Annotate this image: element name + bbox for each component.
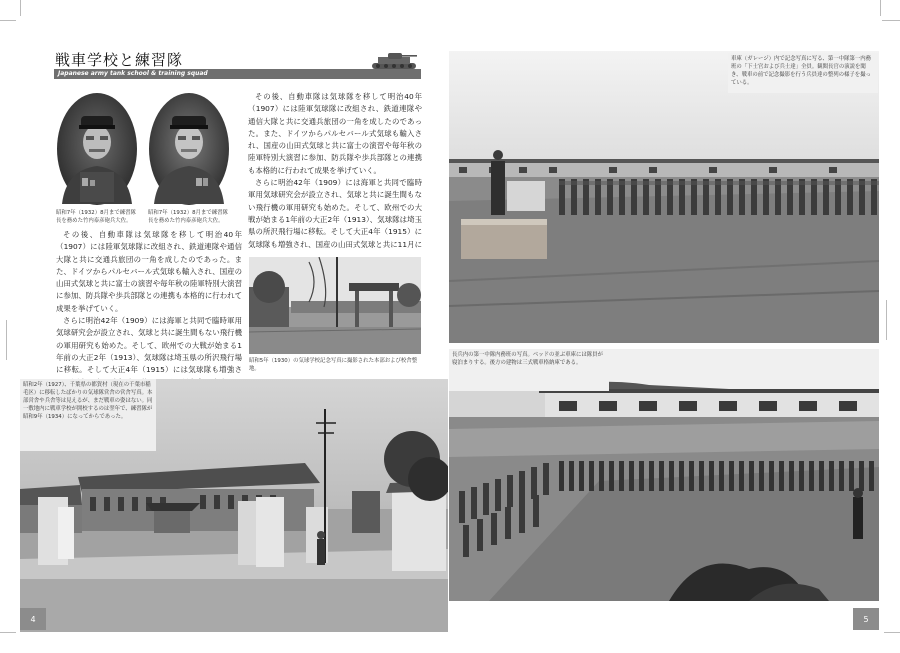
portrait-photo (56, 92, 138, 207)
parade-photo (449, 51, 879, 343)
crop-mark (0, 632, 16, 633)
shrine-photo (249, 257, 421, 354)
portrait-photo (148, 92, 230, 207)
right-column-text (248, 91, 422, 251)
crop-mark (882, 20, 900, 21)
portrait-caption: 昭和7年（1932）8月まで練習隊長を務めた竹内泰彦砲兵大佐。 (148, 210, 228, 224)
paragraph: さらに明治42年（1909）には海軍と共同で臨時軍用気球研究会が設立され、気球と共に誕生間もない飛行機の軍用研究も始めた。そして、欧州での大戦が始まる1年前の大正2年（1913）、気球隊は埼玉県の所沢飛行場に移転。そして大正4年（1915）に気球隊も増強され、国産の山田式気球と共に11月に (248, 178, 422, 249)
photo-caption: 昭和5年（1930）の気球学校記念写真に撮影された本部および校舎整地。 (249, 358, 418, 372)
tank-icon (368, 51, 422, 71)
page-number-right: 5 (853, 608, 879, 630)
parade-caption: 車庫（ガレージ）内で記念写真に写る、第一中隊第一内務班の「下士官および兵士達」全員。観閲長官の演説を聞き、戦車の前で記念撮影を行う兵員達の整列の様子を撮っている。 (731, 56, 872, 86)
crop-mark (886, 300, 887, 340)
formation-caption: 長兵内の第一中隊内務班の写真。ベッドの並ぶ車庫には隊員が寝泊まりする。後方の建物は三式戦車格納庫である。 (452, 352, 603, 366)
crop-mark (0, 20, 16, 21)
page-title: 戦車学校と練習隊 (55, 51, 184, 69)
page-number-left: 4 (20, 608, 46, 630)
gate-caption: 昭和2年（1927）、千葉県の都賀村（現在の千葉市稲毛区）に移転したばかりの気球隊営舎の営舎写真。本部営舎や兵舎等は見えるが、まだ戦車の姿はない。同一敷地内に戦車学校が開校するのは翌年で、練習隊が昭和9年（1934）になってからであった。 (23, 382, 153, 420)
crop-mark (6, 320, 7, 360)
paragraph: さらに明治42年（1909）には海軍と共同で臨時軍用気球研究会が設立され、気球と共に誕生間もない飛行機の軍用研究も始めた。そして、欧州での大戦が始まる1年前の大正2年（1913）、気球隊は埼玉県の所沢飛行場に移転。そして大正4年（1915）には気球隊も増強さ (56, 316, 242, 375)
crop-mark (884, 632, 900, 633)
portrait-caption: 昭和7年（1932）8月まで練習隊長を務めた竹内泰彦砲兵大佐。 (56, 210, 136, 224)
paragraph: その後、自動車隊は気球隊を移して明治40年（1907）には陸軍気球隊に改組され、鉄道連隊や通信大隊と共に交通兵旅団の一角を成したのであった。また、ドイツからパルセバール式気球も輸入され、国産の山田式気球と共に富士の演習や毎年秋の陸軍特別大演習に参加、防兵隊や歩兵部隊との連携も本格的に行われて成果を挙げていく。 (56, 230, 242, 313)
paragraph: その後、自動車隊は気球隊を移して明治40年（1907）には陸軍気球隊に改組され、鉄道連隊や通信大隊と共に交通兵旅団の一角を成したのであった。また、ドイツからパルセバール式気球も輸入され、国産の山田式気球と共に富士の演習や毎年秋の陸軍特別大演習に参加、防兵隊や歩兵部隊との連携も本格的に行われて成果を挙げていく。 (248, 92, 422, 175)
crop-mark (880, 0, 881, 16)
page-subtitle: Japanese army tank school & training squad (58, 70, 208, 77)
crop-mark (20, 0, 21, 16)
title-band (54, 69, 421, 79)
left-column-text (56, 229, 242, 379)
